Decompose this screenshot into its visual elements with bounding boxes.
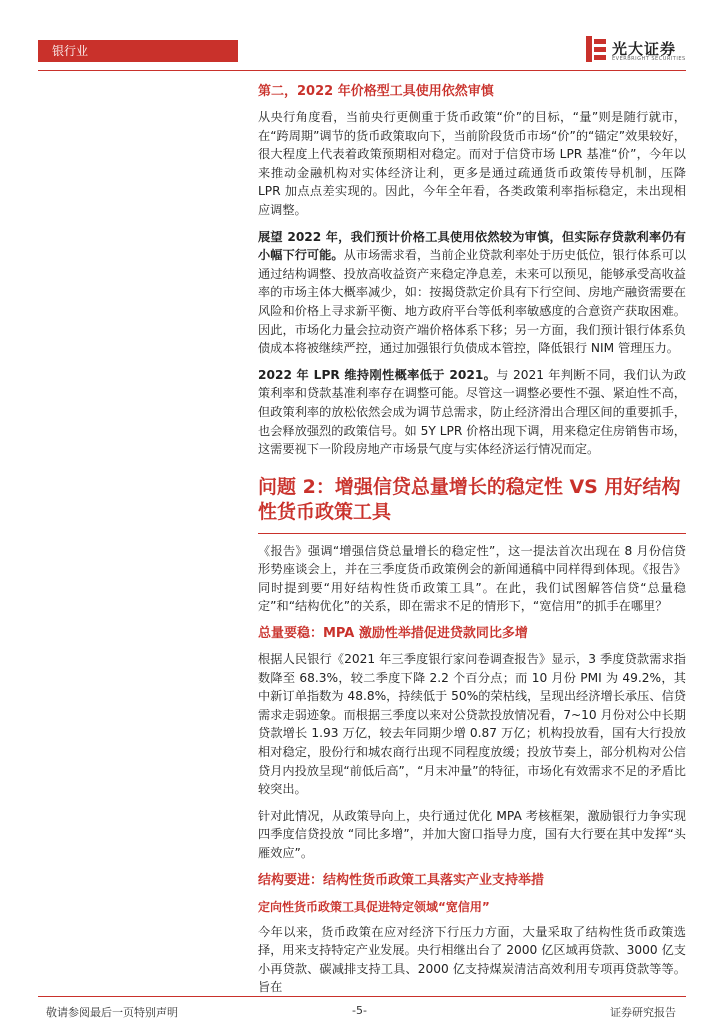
section-rule <box>258 533 686 534</box>
subheading-structure: 结构要进：结构性货币政策工具落实产业支持举措 <box>258 872 545 888</box>
paragraph <box>258 228 686 358</box>
paragraph-text: 从市场需求看，当前企业贷款利率处于历史低位，银行体系可以通过结构调整、投放高收益资产来稳定净息差，未来可以预见，能够承受高收益率的市场主体大概率减少，如：按揭贷款定价具有下行空间、房地产融资需要在风险和价格上寻求新平衡、地方政府平台等低利率敏感度的合意资产获取困难。因此，市场化力量会拉动资产端价格体系下移；另一方面，我们预计银行体系负债成本将被继续严控，通过加强银行负债成本管控，降低银行 NIM 管理压力。 <box>258 248 687 356</box>
subheading-targeted-tools: 定向性货币政策工具促进特定领域“宽信用” <box>258 899 490 914</box>
section-tag: 银行业 <box>38 40 238 62</box>
paragraph: 《报告》强调“增强信贷总量增长的稳定性”，这一提法首次出现在 8 月份信贷形势座谈会上，并在三季度货币政策例会的新闻通稿中同样得到体现。《报告》同时提到要“用好结构性货币政策工具”。在此，我们试图解答信贷“总量稳定”和“结构优化”的关系，即在需求不足的情形下，“宽信用”的抓手在哪里？ <box>258 543 686 614</box>
paragraph <box>258 366 686 459</box>
subheading-price-tools: 第二，2022 年价格型工具使用依然审慎 <box>258 84 494 99</box>
paragraph: 今年以来，货币政策在应对经济下行压力方面，大量采取了结构性货币政策选择，用来支持特定产业发展。央行相继出台了 2000 亿区域再贷款、3000 亿支小再贷款、碳减排支持工具、2000 亿支持煤炭清洁高效利用专项再贷款等等。旨在 <box>258 924 686 995</box>
brand-name: 光大证券 <box>612 40 677 58</box>
page-number: -5- <box>352 1004 367 1017</box>
subheading-total-stable: 总量要稳：MPA 激励性举措促进贷款同比多增 <box>258 626 528 642</box>
page-header <box>0 0 724 72</box>
lead-sentence: 展望 2022 年，我们预计价格工具使用依然较为审慎，但实际存贷款利率仍有小幅下行可能。 <box>258 229 686 263</box>
footer-report-type: 证券研究报告 <box>610 1006 676 1019</box>
paragraph: 根据人民银行《2021 年三季度银行家问卷调查报告》显示，3 季度贷款需求指数降至 68.3%，较二季度下降 2.2 个百分点；而 10 月份 PMI 为 49.2%，其中新订单指数为 48.8%，持续低于 50%的荣枯线，呈现出经济增长承压、信贷需求走弱迹象。而根据三季度以来对公贷款投放情况看，7~10 月份对公中长期贷款增长 1.93 万亿，较去年同期少增 0.87 万亿；机构投放看，国有大行投放相对稳定，股份行和城农商行出现不同程度放缓；投放节奏上，部分机构对公信贷月内投放呈现“前低后高”，“月末冲量”的特征，市场化有效需求不足的矛盾比较突出。 <box>258 652 686 797</box>
paragraph-text: 与 2021 年判断不同，我们认为政策利率和贷款基准利率存在调整可能。尽管这一调整必要性不强、紧迫性不高，但政策利率的放松依然会成为调节总需求，防止经济滑出合理区间的重要抓手，也会释放强烈的政策信号。如 5Y LPR 价格出现下调，用来稳定住房销售市场，这需要视下一阶段房地产市场景气度与实体经济运行情况而定。 <box>258 367 687 457</box>
footer-rule <box>38 996 686 997</box>
paragraph: 针对此情况，从政策导向上，央行通过优化 MPA 考核框架，激励银行力争实现四季度信贷投放 “同比多增”，并加大窗口指导力度，国有大行要在其中发挥“头雁效应”。 <box>258 808 686 860</box>
lead-sentence: 2022 年 LPR 维持刚性概率低于 2021。 <box>258 367 497 382</box>
section-heading: 问题 2：增强信贷总量增长的稳定性 VS 用好结构性货币政策工具 <box>258 475 681 523</box>
main-content <box>258 82 686 1005</box>
header-rule <box>38 70 686 71</box>
paragraph: 从央行角度看，当前央行更侧重于货币政策“价”的目标，“量”则是随行就市，在“跨周期”调节的货币政策取向下，当前阶段货币市场“价”的“锚定”效果较好，很大程度上代表着政策预期相对稳定。而对于信贷市场 LPR 基准“价”，今年以来推动金融机构对实体经济让利，更多是通过疏通货币政策传导机制，压降 LPR 加点点差实现的。因此，今年全年看，各类政策利率指标稳定，未出现相应调整。 <box>258 110 686 217</box>
brand-logo <box>586 34 696 66</box>
footer-disclaimer: 敬请参阅最后一页特别声明 <box>46 1006 178 1019</box>
brand-name-en: EVERBRIGHT SECURITIES <box>612 56 686 62</box>
brand-logo-icon <box>586 36 606 62</box>
